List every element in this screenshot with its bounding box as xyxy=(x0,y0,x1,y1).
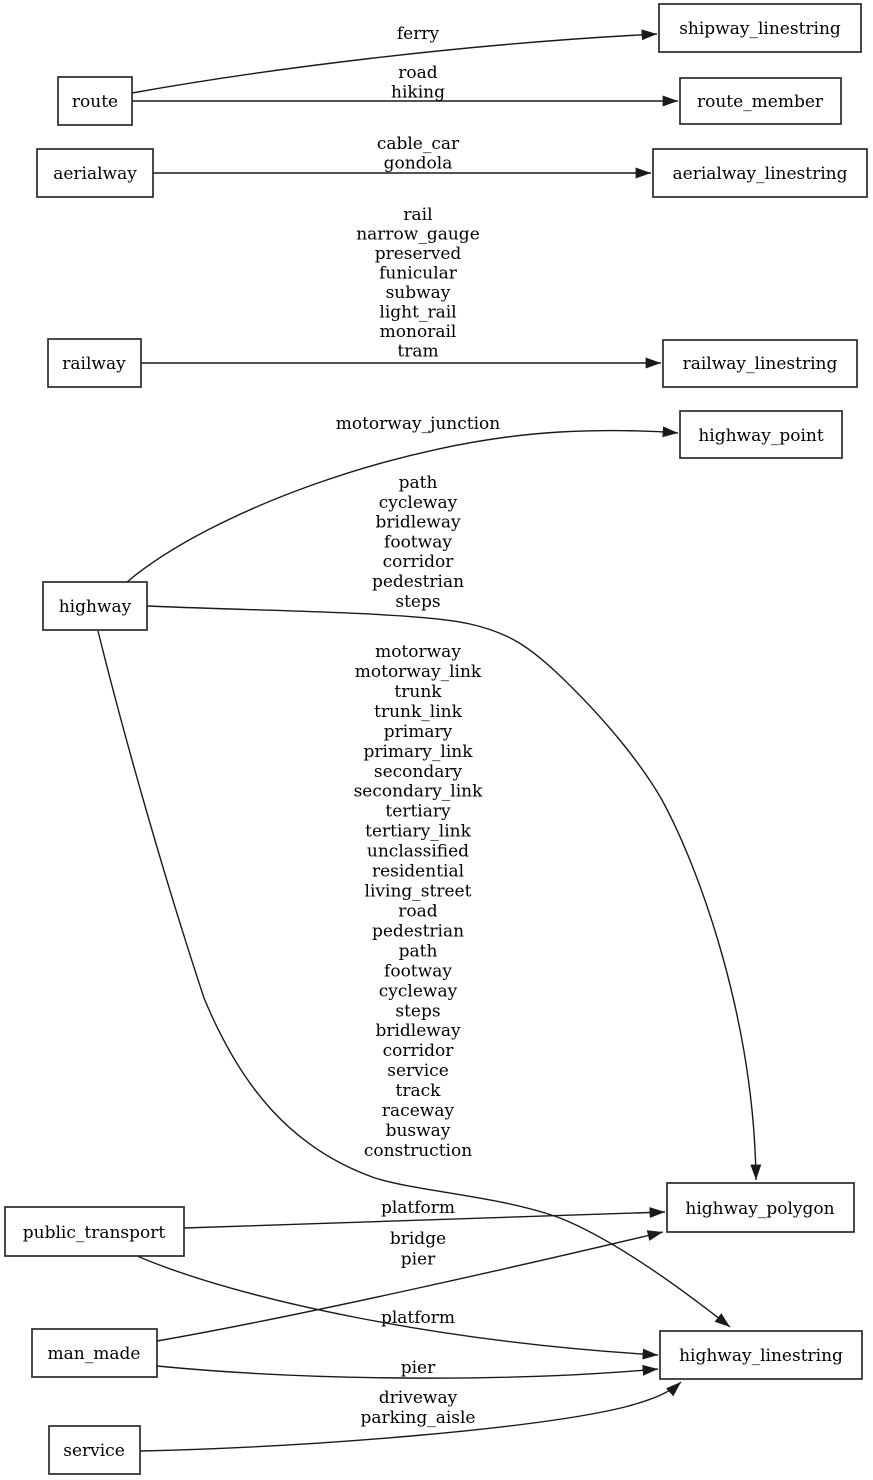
edge-label-driveway-parking_aisle: driveway parking_aisle xyxy=(360,1388,476,1428)
node-highway_point-label: highway_point xyxy=(698,426,824,446)
node-route-label: route xyxy=(71,92,119,112)
node-railway xyxy=(48,339,141,387)
edge-label-motorway_junction: motorway_junction xyxy=(335,414,501,434)
node-railway_linestring-label: railway_linestring xyxy=(682,354,838,374)
node-highway_linestring xyxy=(660,1331,862,1379)
edge-label-rail-list: rail narrow_gauge preserved funicular subway light_rail monorail tram xyxy=(356,205,480,362)
edge-label-pier-mm: pier xyxy=(400,1358,436,1378)
node-route_member xyxy=(680,78,841,124)
node-highway xyxy=(43,582,147,630)
edge-labels xyxy=(336,24,501,1428)
node-man_made-label: man_made xyxy=(47,1344,141,1364)
edge-label-road-hiking: road hiking xyxy=(391,63,445,103)
node-service xyxy=(49,1426,140,1474)
node-route_member-label: route_member xyxy=(696,92,824,112)
node-highway_point xyxy=(680,411,842,458)
node-shipway_linestring xyxy=(659,4,861,52)
node-route xyxy=(58,77,132,125)
node-highway_polygon-label: highway_polygon xyxy=(685,1199,835,1219)
node-railway-label: railway xyxy=(62,354,126,374)
edge-label-cable_car-gondola: cable_car gondola xyxy=(376,134,460,174)
node-service-label: service xyxy=(63,1441,125,1461)
node-public_transport xyxy=(5,1207,184,1256)
edge-public_transport-highway_linestring xyxy=(137,1256,658,1355)
edge-label-motorway-list: motorway motorway_link trunk trunk_link primary primary_link secondary secondary_link tertiary tertiary_link unclassified residential living_street road pedestrian path footway cycleway steps bridleway corridor service track raceway busway construction xyxy=(353,642,483,1161)
node-man_made xyxy=(32,1329,157,1377)
edge-label-path-list: path cycleway bridleway footway corridor pedestrian steps xyxy=(371,473,465,612)
node-aerialway_linestring xyxy=(653,149,867,197)
edge-label-platform-pt: platform xyxy=(380,1198,456,1218)
node-highway_polygon xyxy=(667,1183,854,1232)
node-aerialway_linestring-label: aerialway_linestring xyxy=(672,164,848,184)
node-aerialway xyxy=(37,149,153,197)
node-highway_linestring-label: highway_linestring xyxy=(679,1346,843,1366)
node-shipway_linestring-label: shipway_linestring xyxy=(679,19,841,39)
node-public_transport-label: public_transport xyxy=(22,1223,166,1243)
edge-label-bridge-pier: bridge pier xyxy=(389,1229,447,1270)
edge-label-ferry: ferry xyxy=(396,24,440,44)
edge-label-platform-mm: platform xyxy=(380,1308,456,1328)
node-highway-label: highway xyxy=(58,597,132,617)
node-railway_linestring xyxy=(663,340,857,387)
node-aerialway-label: aerialway xyxy=(53,164,137,184)
